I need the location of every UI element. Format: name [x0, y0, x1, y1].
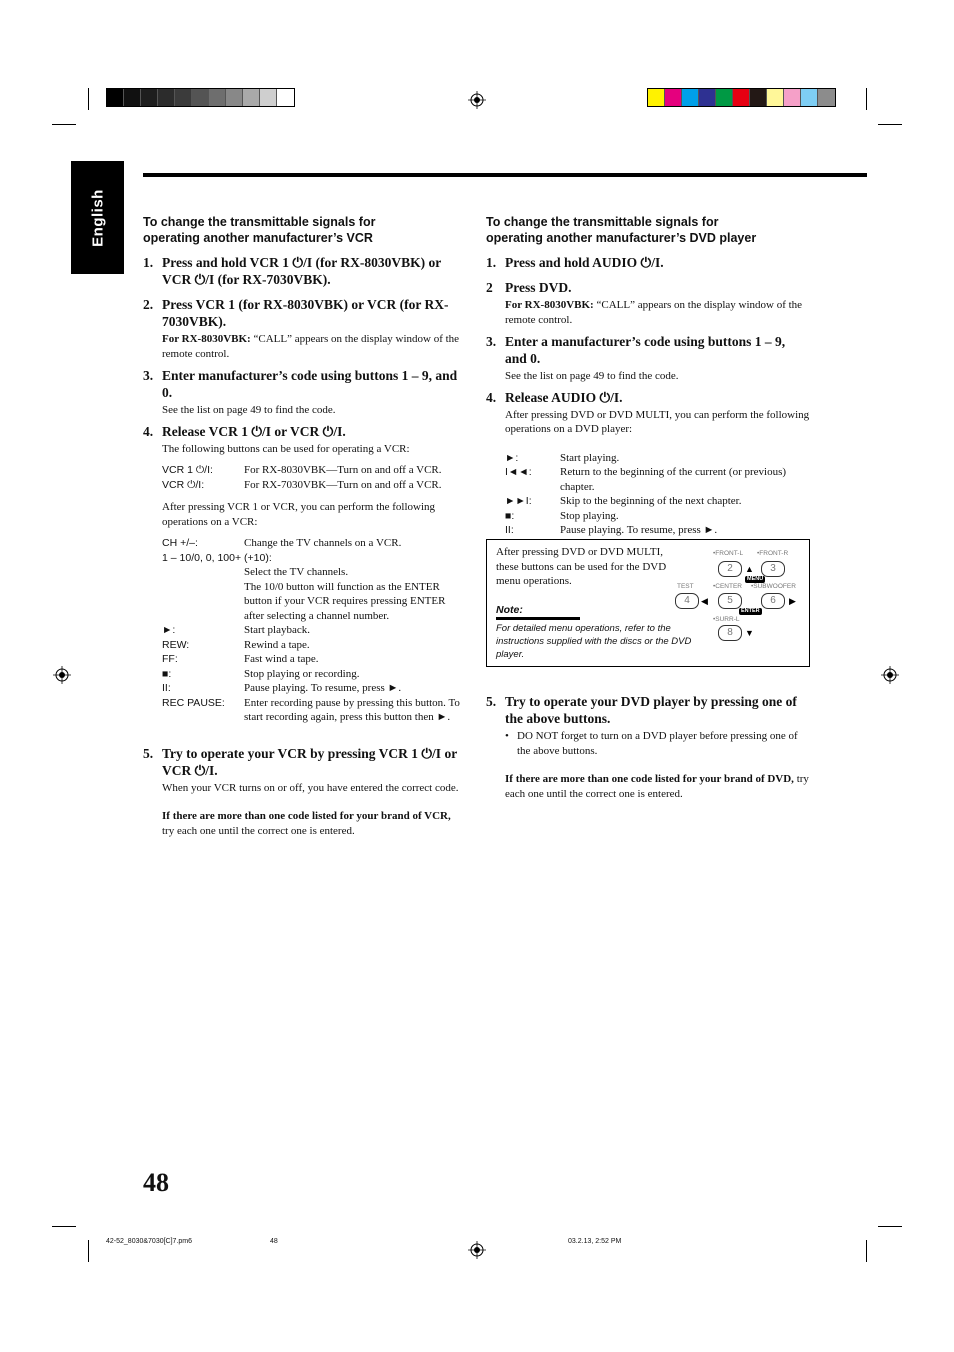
color-swatch: [767, 89, 784, 106]
crop-mark: [878, 1226, 902, 1227]
dvd-step-5: 5. Try to operate your DVD player by pressing one of the above buttons. • DO NOT forget to turn on a DVD player before pressing one of the above buttons. If there are more than one code listed for your brand of DVD, try each one until the correct one is entered.: [486, 693, 810, 801]
dvd-multi-code-note: If there are more than one code listed for your brand of DVD, try each one until the correct one is entered.: [505, 773, 809, 800]
dvd-step-4: 4. Release AUDIO ⏻/I. After pressing DVD or DVD MULTI, you can perform the following operations on a DVD player: ►: Start playing. I◄◄: Return to the beginning of the current (or previous) chapter. ►►I: Skip to the beginning of the next chapter. ■: Stop playing. II: Pause playing. To resume, press ►.: [486, 389, 810, 536]
color-swatch: [733, 89, 750, 106]
front-l-label: •FRONT-L: [713, 550, 744, 557]
color-swatch: [648, 89, 665, 106]
note-text: For detailed menu operations, refer to the instructions supplied with the discs or the DVD player.: [496, 623, 692, 660]
menu-tag: MENU: [747, 576, 764, 582]
center-label: •CENTER: [713, 583, 742, 590]
footer-page: 48: [270, 1238, 278, 1245]
key-5-button[interactable]: 5: [718, 593, 742, 609]
color-swatch: [124, 89, 141, 106]
dvd-step-5-block: [486, 693, 810, 805]
vcr-section: [143, 214, 465, 842]
color-swatch: [784, 89, 801, 106]
dvd-section: [486, 214, 810, 542]
registration-mark-icon: [468, 91, 486, 109]
language-label: English: [89, 188, 106, 247]
color-swatch: [226, 89, 243, 106]
vcr-step-3: 3. Enter manufacturer’s code using buttons 1 – 9, and 0. See the list on page 49 to find the code.: [143, 368, 458, 416]
color-swatch: [665, 89, 682, 106]
dvd-operations-table: ►: Start playing. I◄◄: Return to the beginning of the current (or previous) chapter. ►►I: Skip to the beginning of the next chapter. ■: Stop playing. II: Pause playing. To resume, press ►.: [505, 451, 787, 536]
dvd-step-2: 2 Press DVD. For RX-8030VBK: “CALL” appears on the display window of the remote control.: [486, 280, 803, 326]
color-swatch: [699, 89, 716, 106]
color-swatch: [243, 89, 260, 106]
color-swatch: [192, 89, 209, 106]
page-number: 48: [143, 1168, 169, 1197]
dvd-section-title: To change the transmittable signals for operating another manufacturer’s DVD player: [486, 215, 757, 245]
key-4-button[interactable]: 4: [675, 593, 699, 609]
crop-mark: [878, 124, 902, 125]
surr-l-label: •SURR-L: [713, 616, 740, 623]
color-swatch: [682, 89, 699, 106]
key-3-button[interactable]: 3: [761, 561, 785, 577]
crop-mark: [866, 1240, 867, 1262]
crop-mark: [866, 88, 867, 110]
color-swatch: [209, 89, 226, 106]
color-swatch: [801, 89, 818, 106]
crop-mark: [88, 88, 89, 110]
vcr-step-5: 5. Try to operate your VCR by pressing VCR 1 ⏻/I or VCR ⏻/I. When your VCR turns on or off, you have entered the correct code. If there are more than one code listed for your brand of VCR, try each one until the correct one is entered.: [143, 745, 465, 839]
dvd-menu-box: After pressing DVD or DVD MULTI, these buttons can be used for the DVD menu operations. Note: For detailed menu operations, refer to the instructions supplied with the discs or the DVD player. •FRONT-L •FRONT-R 2 ▲ 3 MENU TEST •CENTER •SUBWOOFER 4 ◀ 5 6 ▶ ENTER •SURR-L 8 ▼: [486, 539, 810, 667]
vcr-step-4: 4. Release VCR 1 ⏻/I or VCR ⏻/I. The following buttons can be used for operating a VCR: VCR 1 ⏻/I: For RX-8030VBK—Turn on and off a VCR. VCR ⏻/I: For RX-7030VBK—Turn on and off a VCR. After pressing VCR 1 or VCR, you can perform the following operations on a VCR: CH +/–: Change the TV channels on a VCR. 1 – 10/0, 0, 100+ (+10): Select the TV channels. The 10/0 button will function as the ENTER button if your VCR requires pressing ENTER after selecting a channel number. ►: Start playback. REW: Rewind a tape. FF: Fast wind a tape. ■: Stop playing or recording. II: Pause playing. To resume, press ►. REC PAUSE: Enter recording pause by pressing this button. To start recording again, press this button then ►.: [143, 423, 465, 725]
color-swatch: [175, 89, 192, 106]
up-arrow-icon: ▲: [745, 564, 754, 574]
vcr-operations-table: CH +/–: Change the TV channels on a VCR. 1 – 10/0, 0, 100+ (+10): Select the TV channels. The 10/0 button will function as the ENTER button if your VCR requires pressing ENTER after selecting a channel number. ►: Start playback. REW: Rewind a tape. FF: Fast wind a tape. ■: Stop playing or recording. II: Pause playing. To resume, press ►. REC PAUSE: Enter recording pause by pressing this button. To start recording again, press this button then ►.: [162, 537, 460, 723]
vcr-power-table: VCR 1 ⏻/I: For RX-8030VBK—Turn on and off a VCR. VCR ⏻/I: For RX-7030VBK—Turn on and off a VCR.: [162, 464, 442, 491]
header-rule: [143, 173, 867, 177]
registration-mark-icon: [468, 1241, 486, 1259]
footer-timestamp: 03.2.13, 2:52 PM: [568, 1238, 622, 1245]
right-arrow-icon: ▶: [789, 596, 796, 606]
color-swatch: [716, 89, 733, 106]
subwoofer-label: •SUBWOOFER: [751, 583, 796, 590]
note-rule: [496, 617, 580, 620]
registration-mark-icon: [881, 666, 899, 684]
footer-filename: 42-52_8030&7030[C]7.pm6: [106, 1238, 193, 1245]
crop-mark: [88, 1240, 89, 1262]
language-tab: [71, 161, 124, 274]
enter-tag: ENTER: [741, 608, 760, 614]
color-swatch: [141, 89, 158, 106]
vcr-section-title: To change the transmittable signals for operating another manufacturer’s VCR: [143, 215, 376, 245]
color-swatch: [818, 89, 835, 106]
vcr-step-1: 1. Press and hold VCR 1 ⏻/I (for RX-8030VBK) or VCR ⏻/I (for RX-7030VBK).: [143, 255, 441, 287]
key-2-button[interactable]: 2: [718, 561, 742, 577]
process-color-bar: [647, 88, 836, 107]
key-6-button[interactable]: 6: [761, 593, 785, 609]
crop-mark: [52, 1226, 76, 1227]
dvd-step-3: 3. Enter a manufacturer’s code using buttons 1 – 9, and 0. See the list on page 49 to find the code.: [486, 334, 786, 382]
down-arrow-icon: ▼: [745, 628, 754, 638]
key-8-button[interactable]: 8: [718, 625, 742, 641]
color-swatch: [277, 89, 294, 106]
front-r-label: •FRONT-R: [757, 550, 789, 557]
grayscale-color-bar: [106, 88, 295, 107]
color-swatch: [750, 89, 767, 106]
color-swatch: [107, 89, 124, 106]
left-arrow-icon: ◀: [701, 596, 708, 606]
vcr-step-2: 2. Press VCR 1 (for RX-8030VBK) or VCR (for RX-7030VBK). For RX-8030VBK: “CALL” appears on the display window of the remote control.: [143, 297, 460, 360]
test-label: TEST: [677, 583, 694, 590]
crop-mark: [52, 124, 76, 125]
color-swatch: [158, 89, 175, 106]
color-swatch: [260, 89, 277, 106]
dvd-step-1: 1. Press and hold AUDIO ⏻/I.: [486, 255, 664, 270]
registration-mark-icon: [53, 666, 71, 684]
note-label: Note:: [496, 604, 523, 616]
vcr-multi-code-note: If there are more than one code listed for your brand of VCR, try each one until the correct one is entered.: [162, 810, 451, 837]
